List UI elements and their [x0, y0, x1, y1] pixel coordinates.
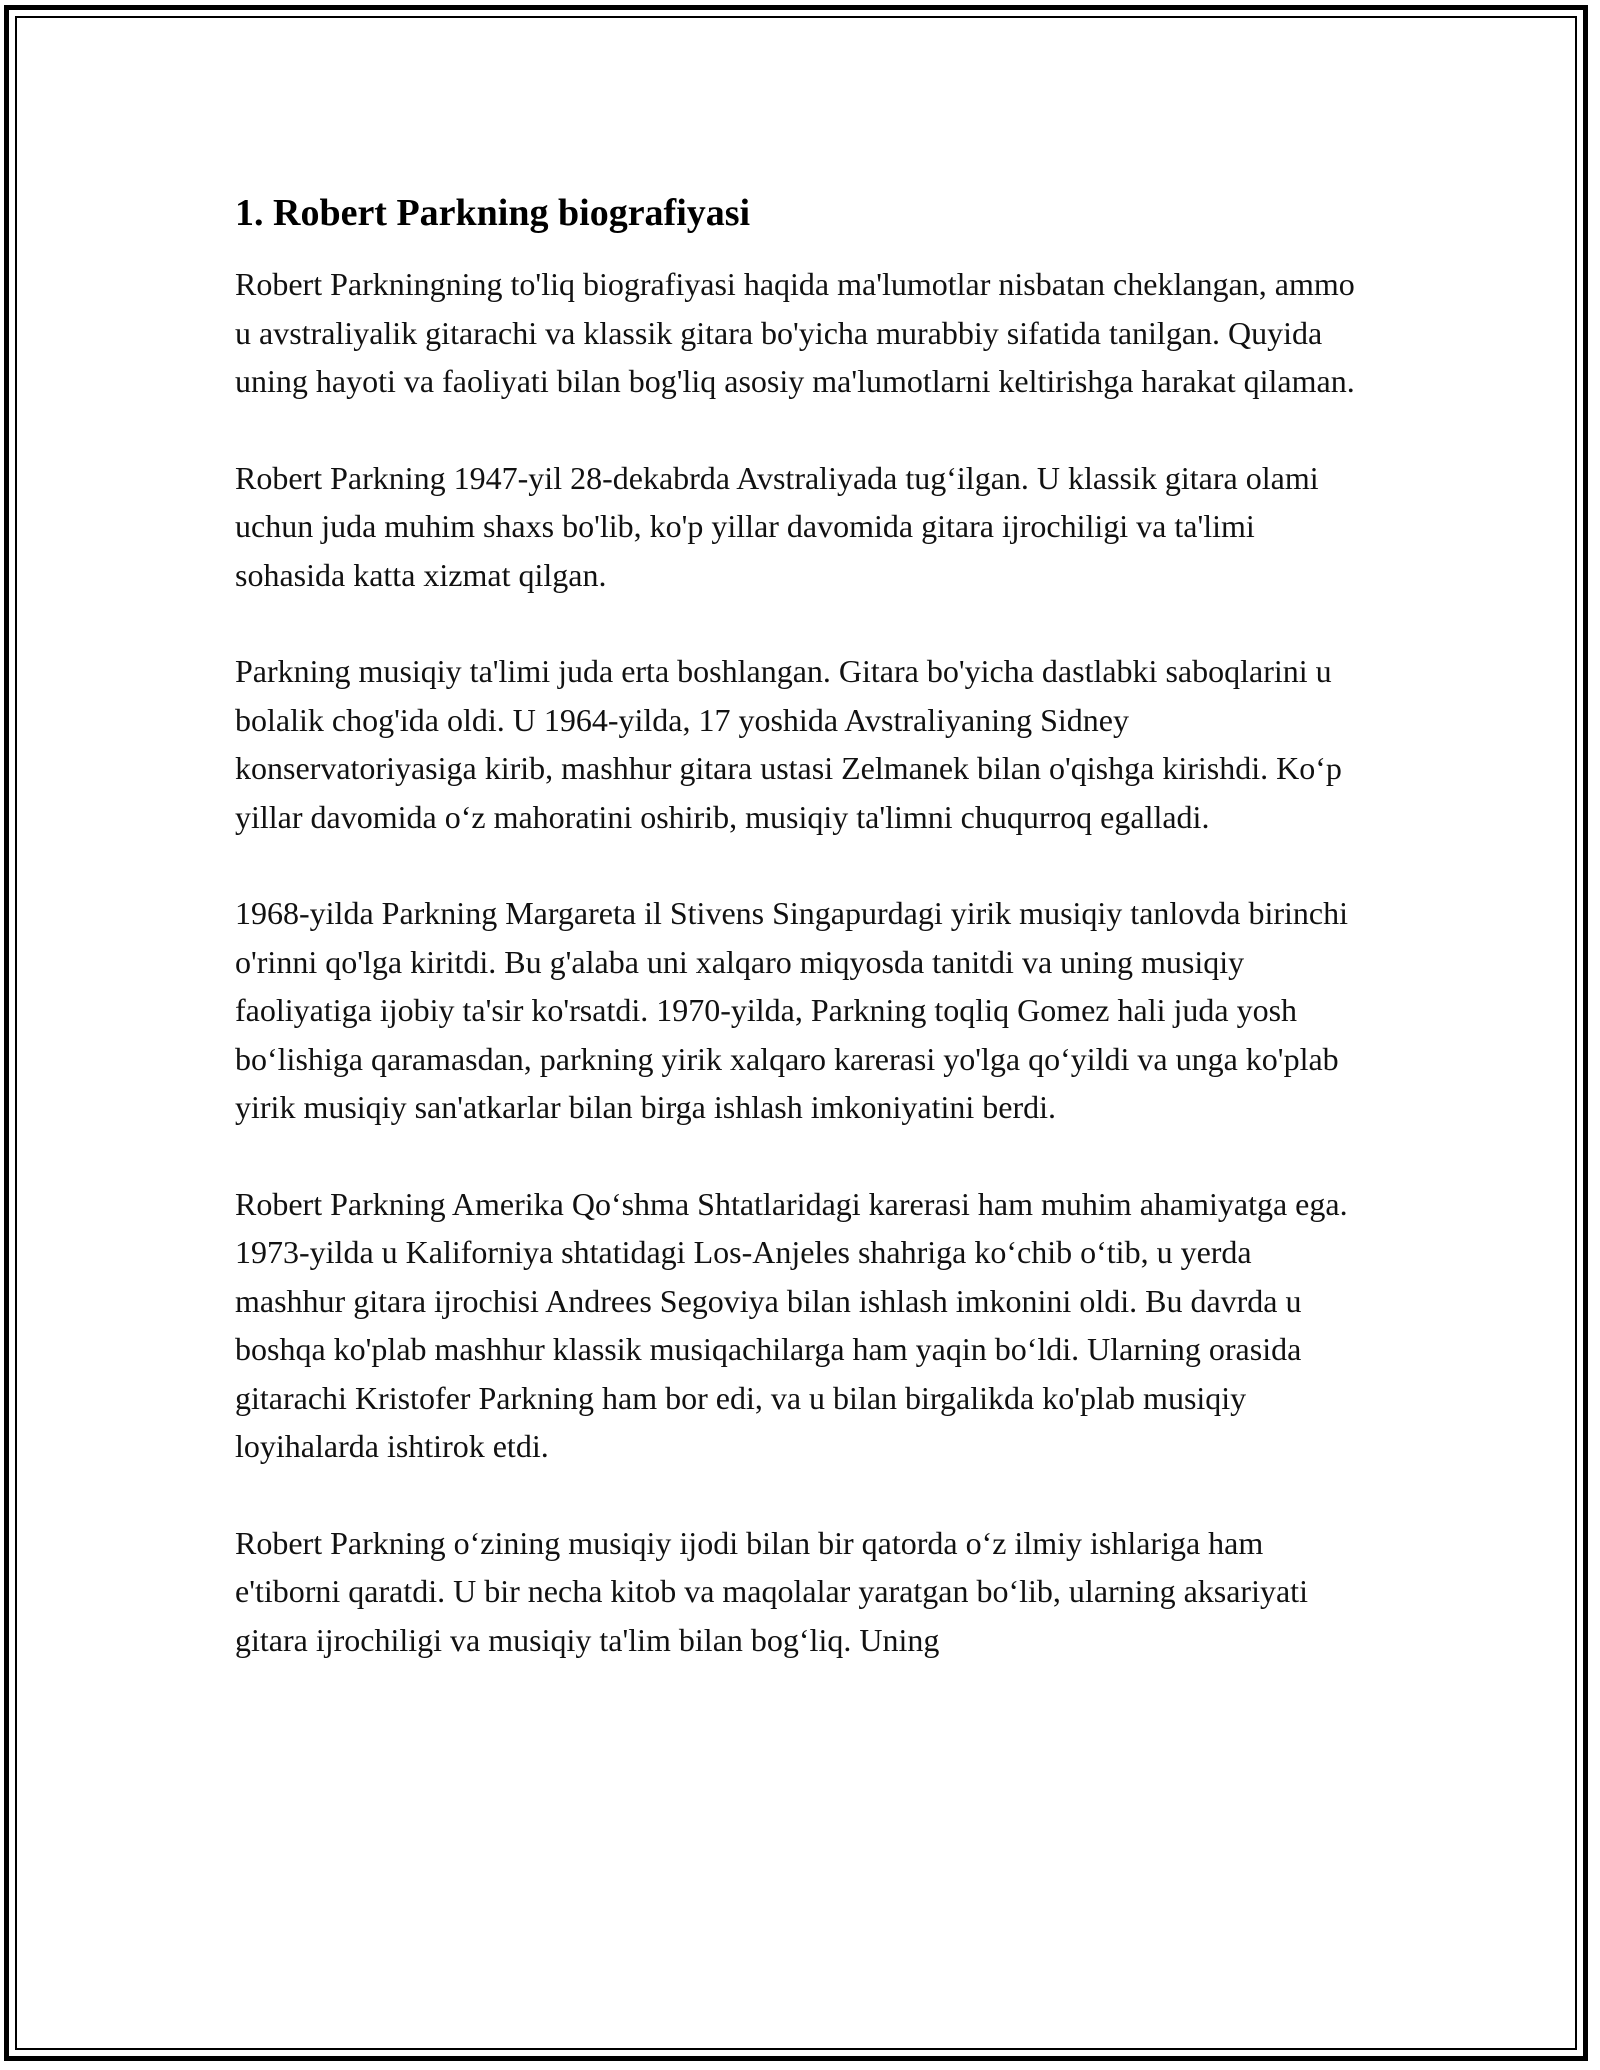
paragraph-scholarly-work: Robert Parkning o‘zining musiqiy ijodi bilan bir qatorda o‘z ilmiy ishlariga ham e'tiborni qaratdi. U bir necha kitob va maqolalar yaratgan bo‘lib, ularning aksariyati gitara ijrochiligi va musiqiy ta'lim bilan bog‘liq. Uning: [235, 1524, 1308, 1658]
paragraph-competition: 1968-yilda Parkning Margareta il Stivens Singapurdagi yirik musiqiy tanlovda birinchi o'rinni qo'lga kiritdi. Bu g'alaba uni xalqaro miqyosda tanitdi va uning musiqiy faoliyatiga ijobiy ta'sir ko'rsatdi. 1970-yilda, Parkning toqliq Gomez hali juda yosh bo‘lishiga qaramasdan, parkning yirik xalqaro karerasi yo'lga qo‘yildi va unga ko'plab yirik musiqiy san'atkarlar bilan birga ishlash imkoniyatini berdi.: [235, 895, 1349, 1125]
paragraph-birth: Robert Parkning 1947-yil 28-dekabrda Avstraliyada tug‘ilgan. U klassik gitara olami uchun juda muhim shaxs bo'lib, ko'p yillar davomida gitara ijrochiligi va ta'limi sohasida katta xizmat qilgan.: [235, 459, 1319, 593]
paragraph-usa-career: Robert Parkning Amerika Qo‘shma Shtatlaridagi karerasi ham muhim ahamiyatga ega. 1973-yilda u Kaliforniya shtatidagi Los-Anjeles shahriga ko‘chib o‘tib, u yerda mashhur gitara ijrochisi Andrees Segoviya bilan ishlash imkonini oldi. Bu davrda u boshqa ko'plab mashhur klassik musiqachilarga ham yaqin bo‘ldi. Ularning orasida gitarachi Kristofer Parkning ham bor edi, va u bilan birgalikda ko'plab musiqiy loyihalarda ishtirok etdi.: [235, 1185, 1348, 1464]
paragraph-intro: Robert Parkningning to'liq biografiyasi haqida ma'lumotlar nisbatan cheklangan, ammo u avstraliyalik gitarachi va klassik gitara bo'yicha murabbiy sifatida tanilgan. Quyida uning hayoti va faoliyati bilan bog'liq asosiy ma'lumotlarni keltirishga harakat qilaman.: [235, 266, 1355, 399]
paragraph-education: Parkning musiqiy ta'limi juda erta boshlangan. Gitara bo'yicha dastlabki saboqlarini u bolalik chog'ida oldi. U 1964-yilda, 17 yoshida Avstraliyaning Sidney konservatoriyasiga kirib, mashhur gitara ustasi Zelmanek bilan o'qishga kirishdi. Ko‘p yillar davomida o‘z mahoratini oshirib, musiqiy ta'limni chuqurroq egalladi.: [235, 653, 1342, 835]
document-body: [235, 186, 1365, 1664]
document-title: 1. Robert Parkning biografiyasi: [235, 192, 751, 234]
